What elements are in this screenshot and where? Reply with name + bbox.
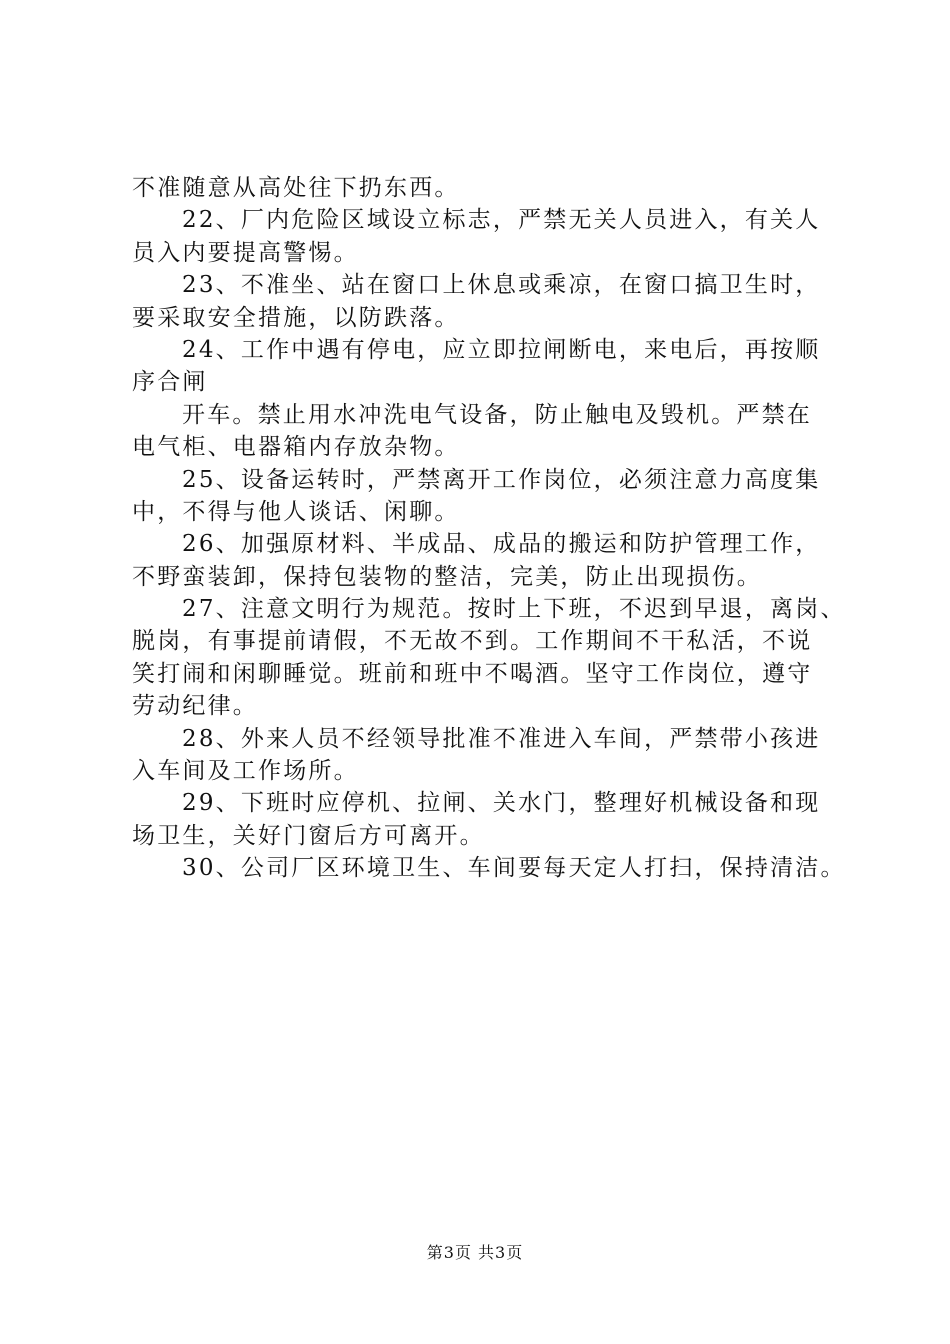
text-line: 开车。禁止用水冲洗电气设备，防止触电及毁机。严禁在 xyxy=(182,401,812,428)
text-line: 笑打闹和闲聊睡觉。班前和班中不喝酒。坚守工作岗位，遵守 xyxy=(132,660,813,687)
text-line: 劳动纪律。 xyxy=(132,693,258,720)
text-line: 28、外来人员不经领导批准不准进入车间，严禁带小孩进 xyxy=(182,725,821,752)
text-line: 不准随意从高处往下扔东西。 xyxy=(132,175,460,201)
text-line: 29、下班时应停机、拉闸、关水门，整理好机械设备和现 xyxy=(182,790,821,817)
text-line: 脱岗，有事提前请假，不无故不到。工作期间不干私活，不说 xyxy=(132,628,813,655)
document-body xyxy=(132,172,852,885)
text-line: 员入内要提高警惕。 xyxy=(132,239,359,266)
text-line: 26、加强原材料、半成品、成品的搬运和防护管理工作， xyxy=(182,531,821,558)
text-line: 电气柜、电器箱内存放杂物。 xyxy=(132,434,460,461)
text-line: 要采取安全措施，以防跌落。 xyxy=(132,304,460,331)
text-line: 25、设备运转时，严禁离开工作岗位，必须注意力高度集 xyxy=(182,466,821,493)
text-line: 22、厂内危险区域设立标志，严禁无关人员进入，有关人 xyxy=(182,207,821,234)
text-line: 序合闸 xyxy=(132,369,208,396)
page-footer: 第3页 共3页 xyxy=(426,1243,524,1262)
text-line: 场卫生，关好门窗后方可离开。 xyxy=(132,822,485,849)
text-line: 23、不准坐、站在窗口上休息或乘凉，在窗口搞卫生时， xyxy=(182,272,821,299)
text-line: 不野蛮装卸，保持包装物的整洁，完美，防止出现损伤。 xyxy=(132,563,762,590)
text-line: 30、公司厂区环境卫生、车间要每天定人打扫，保持清洁。 xyxy=(182,855,846,882)
text-line: 中，不得与他人谈话、闲聊。 xyxy=(132,498,460,525)
text-line: 24、工作中遇有停电，应立即拉闸断电，来电后，再按顺 xyxy=(182,336,821,363)
text-line: 27、注意文明行为规范。按时上下班，不迟到早退，离岗、 xyxy=(182,596,846,623)
text-line: 入车间及工作场所。 xyxy=(132,758,359,785)
